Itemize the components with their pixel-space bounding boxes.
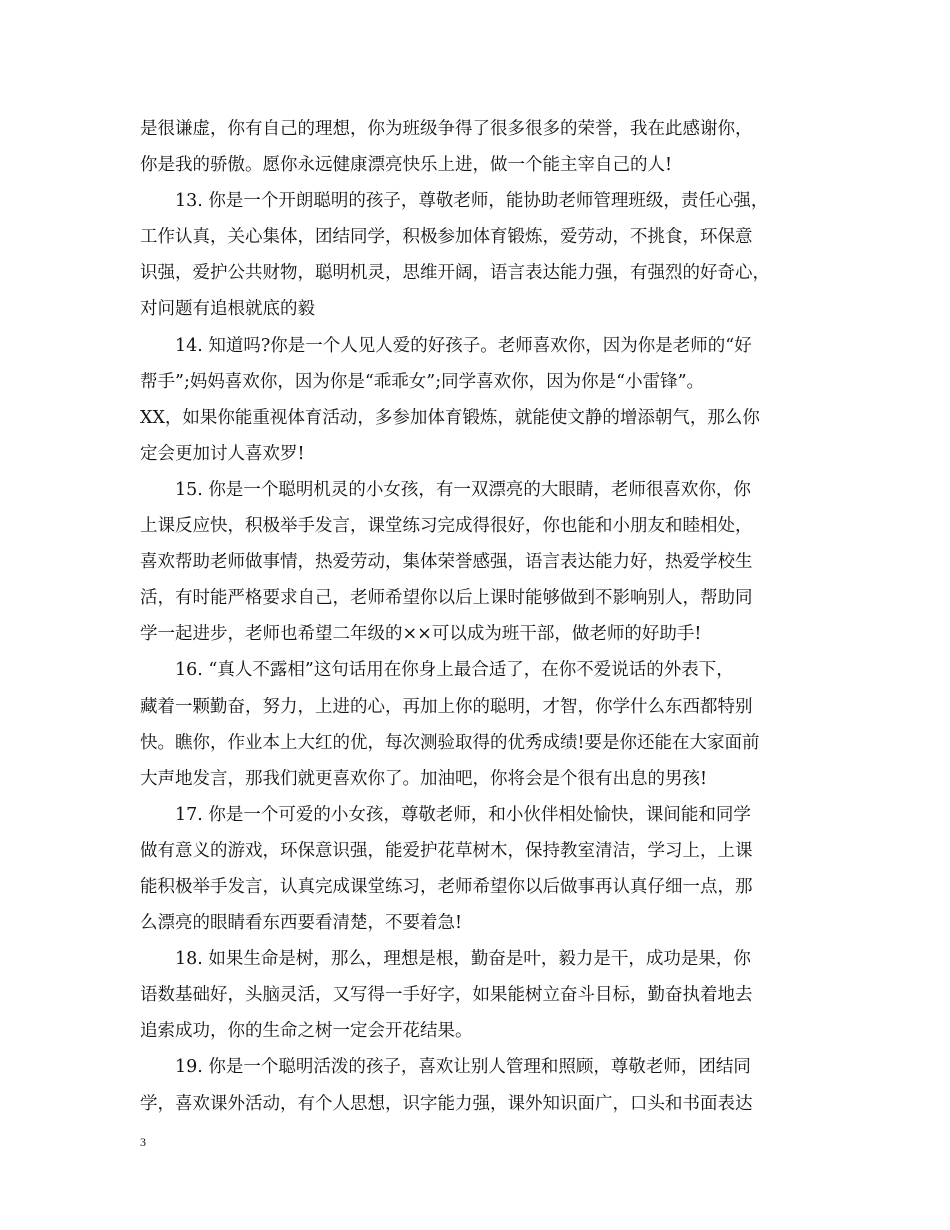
- paragraph-start-line: 14. 知道吗?你是一个人见人爱的好孩子。老师喜欢你，因为你是老师的“好: [175, 335, 752, 356]
- text-line: 上课反应快，积极举手发言，课堂练习完成得很好，你也能和小朋友和睦相处，: [140, 516, 753, 537]
- paragraph-start-line: 15. 你是一个聪明机灵的小女孩，有一双漂亮的大眼睛，老师很喜欢你，你: [175, 479, 751, 500]
- text-line: 定会更加讨人喜欢罗!: [140, 443, 305, 464]
- text-line: 活，有时能严格要求自己，老师希望你以后上课时能够做到不影响别人，帮助同: [140, 588, 753, 609]
- page-number: 3: [140, 1135, 146, 1149]
- text-line: 对问题有追根就底的毅: [140, 299, 315, 320]
- document-body: [140, 111, 820, 1122]
- paragraph-start-line: 17. 你是一个可爱的小女孩，尊敬老师，和小伙伴相处愉快，课间能和同学: [175, 804, 751, 825]
- text-line: 帮手”;妈妈喜欢你，因为你是“乖乖女”;同学喜欢你，因为你是“小雷锋”。: [140, 371, 705, 392]
- text-line: 大声地发言，那我们就更喜欢你了。加油吧，你将会是个很有出息的男孩!: [140, 768, 708, 789]
- text-line: 能积极举手发言，认真完成课堂练习，老师希望你以后做事再认真仔细一点，那: [140, 876, 753, 897]
- text-line: 是很谦虚，你有自己的理想，你为班级争得了很多很多的荣誉，我在此感谢你，: [140, 119, 753, 139]
- text-line: 你是我的骄傲。愿你永远健康漂亮快乐上进，做一个能主宰自己的人!: [140, 155, 673, 176]
- paragraph-start-line: 18. 如果生命是树，那么，理想是根，勤奋是叶，毅力是干，成功是果，你: [175, 949, 751, 970]
- text-line: 快。瞧你，作业本上大红的优，每次测验取得的优秀成绩!要是你还能在大家面前: [140, 732, 760, 753]
- text-line: 识强，爱护公共财物，聪明机灵，思维开阔，语言表达能力强，有强烈的好奇心，: [140, 263, 770, 284]
- paragraph-start-line: 13. 你是一个开朗聪明的孩子，尊敬老师，能协助老师管理班级，责任心强，: [175, 191, 769, 212]
- text-line: 语数基础好，头脑灵活，又写得一手好字，如果能树立奋斗目标，勤奋执着地去: [140, 985, 753, 1006]
- text-line: 做有意义的游戏，环保意识强，能爱护花草树木，保持教室清洁，学习上，上课: [140, 840, 753, 861]
- text-line: 工作认真，关心集体，团结同学，积极参加体育锻炼，爱劳动，不挑食，环保意: [140, 227, 753, 248]
- text-line: 追索成功，你的生命之树一定会开花结果。: [140, 1021, 473, 1042]
- paragraph-start-line: 19. 你是一个聪明活泼的孩子，喜欢让别人管理和照顾，尊敬老师，团结同: [175, 1057, 751, 1078]
- text-line: 喜欢帮助老师做事情，热爱劳动，集体荣誉感强，语言表达能力好，热爱学校生: [140, 552, 753, 573]
- text-line: 学，喜欢课外活动，有个人思想，识字能力强，课外知识面广，口头和书面表达: [140, 1093, 753, 1114]
- text-line: XX，如果你能重视体育活动，多参加体育锻炼，就能使文静的增添朝气，那么你: [140, 407, 760, 428]
- paragraph-start-line: 16. “真人不露相”这句话用在你身上最合适了，在你不爱说话的外表下，: [175, 660, 734, 681]
- text-line: 藏着一颗勤奋，努力，上进的心，再加上你的聪明，才智，你学什么东西都特别: [140, 696, 753, 717]
- text-line: 学一起进步，老师也希望二年级的××可以成为班干部，做老师的好助手!: [140, 624, 702, 645]
- text-line: 么漂亮的眼睛看东西要看清楚，不要着急!: [140, 913, 463, 934]
